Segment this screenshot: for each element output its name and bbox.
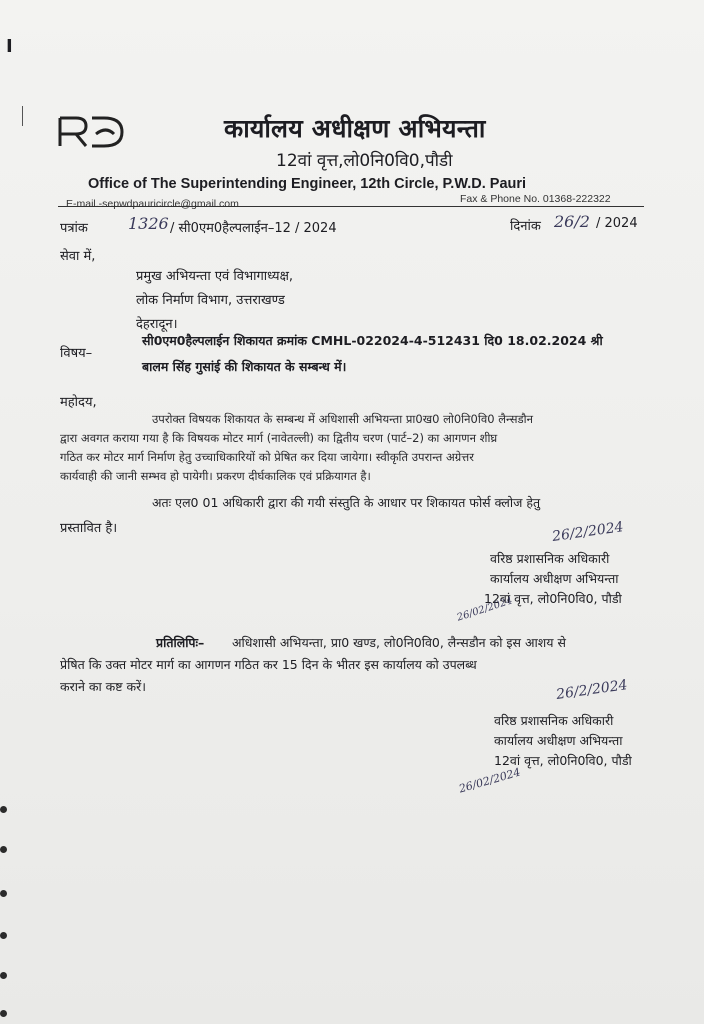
logo-text: PWD <box>256 314 259 315</box>
body-line: प्रस्तावित है। <box>60 521 118 536</box>
office-title-english: Office of The Superintending Engineer, 12th Circle, P.W.D. Pauri <box>88 176 527 192</box>
copy-line: प्रेषित कि उक्त मोटर मार्ग का आगणन गठित कर 15 दिन के भीतर इस कार्यालय को उपलब्ध <box>60 657 477 672</box>
fax-phone: Fax & Phone No. 01368-222322 <box>460 193 611 205</box>
copy-line: अधिशासी अभियन्ता, प्रा0 खण्ड, लो0नि0वि0, लैन्सडौन को इस आशय से <box>232 635 566 650</box>
signatory-designation: वरिष्ठ प्रशासनिक अधिकारी <box>494 713 614 728</box>
greeting: महोदय, <box>60 395 97 410</box>
email-address: E-mail.-sepwdpauricircle@gmail.com <box>66 198 239 210</box>
punch-hole <box>0 932 7 939</box>
signature-initial-handwritten: 26/2/2024 <box>551 519 625 545</box>
body-line: द्वारा अवगत कराया गया है कि विषयक मोटर मार्ग (नावेतल्ली) का द्वितीय चरण (पार्ट–2) का आगणन शीघ्र <box>60 431 498 445</box>
date-year: / 2024 <box>596 216 638 231</box>
signatory-designation: वरिष्ठ प्रशासनिक अधिकारी <box>490 551 610 566</box>
circle-title-hindi: 12वां वृत्त,लो0नि0वि0,पौडी <box>276 151 453 171</box>
body-line: उपरोक्त विषयक शिकायत के सम्बन्ध में अधिशासी अभियन्ता प्रा0ख0 लो0नि0वि0 लैन्सडौन <box>152 412 533 426</box>
office-title-hindi: कार्यालय अधीक्षण अभियन्ता <box>224 114 486 143</box>
signature-scribble-date: 26/02/2024 <box>457 765 522 796</box>
margin-tick <box>22 106 23 126</box>
margin-mark: I <box>6 36 13 57</box>
signature-initial-handwritten: 26/2/2024 <box>555 677 629 703</box>
punch-hole <box>0 806 7 813</box>
date-handwritten: 26/2 <box>554 212 590 231</box>
ref-label: पत्रांक <box>60 221 88 236</box>
ref-code: / सी0एम0हैल्पलाईन–12 / 2024 <box>170 221 337 236</box>
subject-line: बालम सिंह गुसांई की शिकायत के सम्बन्ध में। <box>142 359 347 374</box>
copy-label: प्रतिलिपिः– <box>156 635 205 650</box>
signature-scribble-date: 26/02/2024 <box>455 595 514 624</box>
subject-label: विषय– <box>60 346 93 361</box>
signatory-circle: 12वां वृत्त, लो0नि0वि0, पौडी <box>494 753 632 768</box>
date-label: दिनांक <box>510 219 541 234</box>
body-line: कार्यवाही की जानी सम्भव हो पायेगी। प्रकरण दीर्घकालिक एवं प्रक्रियागत है। <box>60 469 371 483</box>
body-line: अतः एल0 01 अधिकारी द्वारा की गयी संस्तुति के आधार पर शिकायत फोर्स क्लोज हेतु <box>152 495 541 510</box>
signatory-office: कार्यालय अधीक्षण अभियन्ता <box>490 571 619 586</box>
punch-hole <box>0 890 7 897</box>
punch-hole <box>0 846 7 853</box>
header-divider <box>58 206 644 207</box>
addressee-line: प्रमुख अभियन्ता एवं विभागाध्यक्ष, <box>136 269 294 284</box>
punch-hole <box>0 972 7 979</box>
signatory-circle: 12वां वृत्त, लो0नि0वि0, पौडी <box>484 591 622 606</box>
signatory-office: कार्यालय अधीक्षण अभियन्ता <box>494 733 623 748</box>
ref-number-handwritten: 1326 <box>128 214 169 233</box>
body-line: गठित कर मोटर मार्ग निर्माण हेतु उच्चाधिकारियों को प्रेषित कर दिया जायेगा। स्वीकृति उपरान्त अग्रेत्तर <box>60 450 474 464</box>
addressee-line: देहरादून। <box>136 317 178 332</box>
salutation-to: सेवा में, <box>60 249 96 264</box>
subject-line: सी0एम0हैल्पलाईन शिकायत क्रमांक CMHL-022024-4-512431 दि0 18.02.2024 श्री <box>142 333 603 348</box>
copy-line: कराने का कष्ट करें। <box>60 679 146 694</box>
punch-hole <box>0 1010 7 1017</box>
addressee-line: लोक निर्माण विभाग, उत्तराखण्ड <box>136 293 285 308</box>
